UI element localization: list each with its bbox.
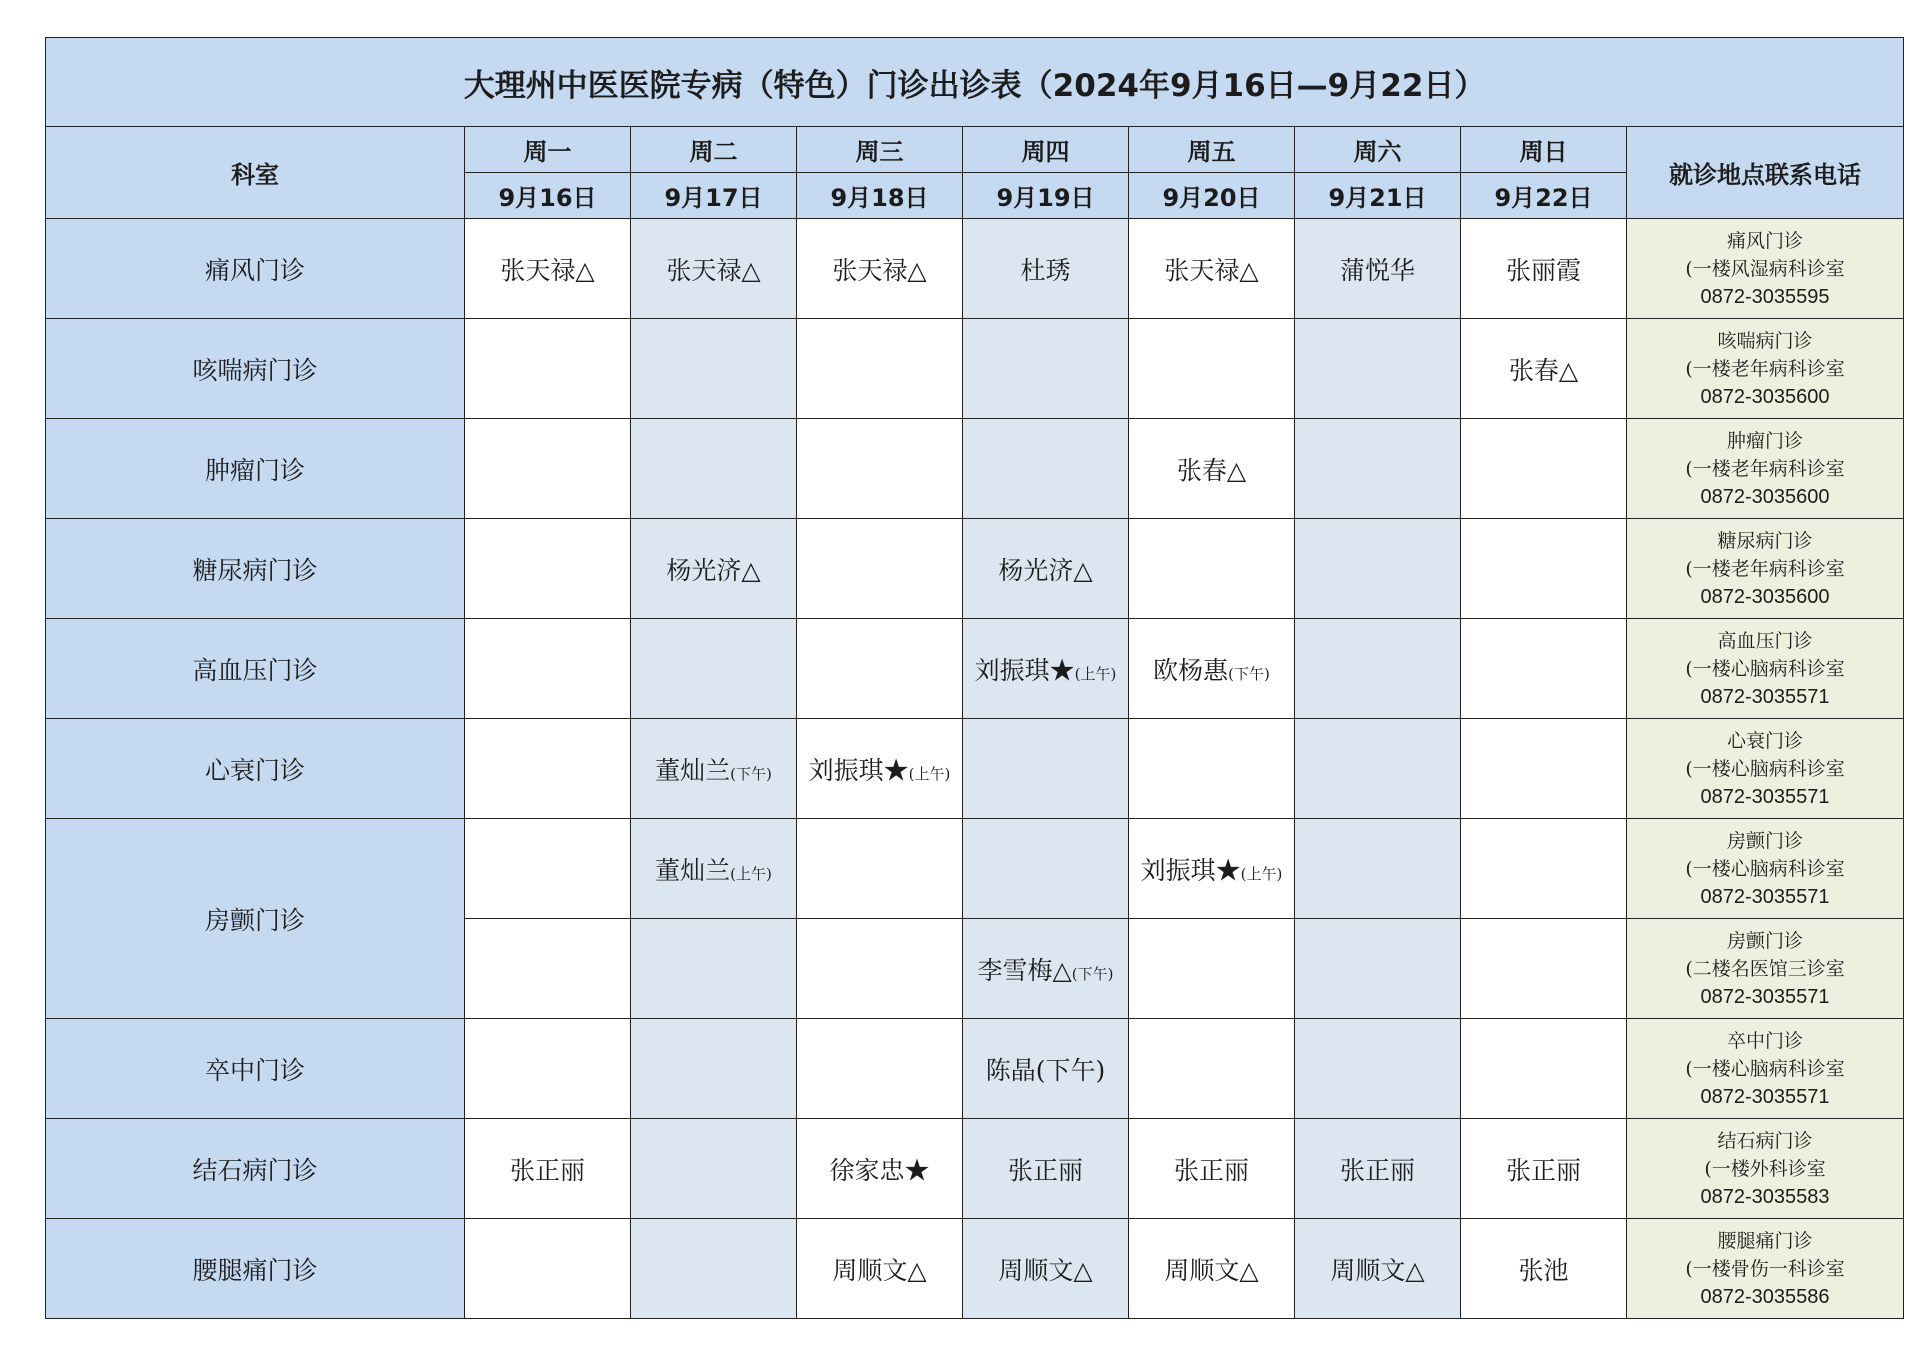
location-phone: 0872-3035571 — [1700, 985, 1830, 1008]
dept-cell: 结石病门诊 — [46, 1119, 465, 1219]
dept-cell: 糖尿病门诊 — [46, 519, 465, 619]
date-header-tue: 9月17日 — [631, 173, 797, 219]
doctor-name: 周顺文△ — [998, 1255, 1093, 1285]
schedule-cell — [631, 419, 797, 519]
table-row — [46, 519, 1904, 619]
session-note: (上午) — [908, 764, 951, 783]
schedule-cell — [1461, 519, 1627, 619]
schedule-cell — [1129, 419, 1295, 519]
table-row — [46, 719, 1904, 819]
schedule-cell — [963, 1219, 1129, 1319]
table-row — [46, 1219, 1904, 1319]
date-header-sat: 9月21日 — [1295, 173, 1461, 219]
schedule-cell — [1295, 219, 1461, 319]
location-phone: 0872-3035586 — [1700, 1285, 1830, 1308]
schedule-cell — [631, 1119, 797, 1219]
schedule-cell — [963, 319, 1129, 419]
location-clinic: 肿瘤门诊 — [1727, 429, 1804, 452]
schedule-cell — [1295, 519, 1461, 619]
doctor-name: 徐家忠★ — [829, 1155, 930, 1185]
table-row — [46, 219, 1904, 319]
schedule-cell — [465, 719, 631, 819]
schedule-cell — [1461, 1219, 1627, 1319]
schedule-cell — [631, 619, 797, 719]
schedule-cell — [465, 1219, 631, 1319]
schedule-cell — [631, 1219, 797, 1319]
location-room: (一楼老年病科诊室 — [1685, 357, 1845, 380]
schedule-cell — [1129, 819, 1295, 919]
location-phone: 0872-3035571 — [1700, 685, 1830, 708]
location-cell — [1627, 319, 1904, 419]
schedule-cell — [631, 519, 797, 619]
doctor-name: 周顺文△ — [832, 1255, 927, 1285]
schedule-cell — [1295, 1119, 1461, 1219]
dept-cell: 高血压门诊 — [46, 619, 465, 719]
location-room: (一楼风湿病科诊室 — [1685, 257, 1845, 280]
schedule-cell — [1461, 419, 1627, 519]
location-room: (一楼骨伤一科诊室 — [1685, 1257, 1845, 1280]
schedule-cell — [465, 319, 631, 419]
location-cell — [1627, 419, 1904, 519]
doctor-name: 张天禄△ — [1164, 255, 1259, 285]
day-header-sun: 周日 — [1461, 127, 1627, 173]
schedule-cell — [1461, 1119, 1627, 1219]
schedule-cell — [797, 819, 963, 919]
schedule-cell — [465, 919, 631, 1019]
schedule-table — [45, 37, 1904, 1319]
schedule-cell — [465, 1019, 631, 1119]
doctor-name: 刘振琪★ — [808, 755, 909, 785]
date-header-fri: 9月20日 — [1129, 173, 1295, 219]
schedule-cell — [963, 219, 1129, 319]
location-clinic: 房颤门诊 — [1727, 829, 1804, 852]
session-note: (下午) — [730, 764, 772, 783]
schedule-cell — [1461, 919, 1627, 1019]
schedule-cell — [963, 1119, 1129, 1219]
session-note: (下午) — [1228, 664, 1270, 683]
day-header-mon: 周一 — [465, 127, 631, 173]
schedule-cell — [797, 1219, 963, 1319]
schedule-cell — [963, 619, 1129, 719]
date-header-sun: 9月22日 — [1461, 173, 1627, 219]
schedule-cell — [1461, 619, 1627, 719]
location-clinic: 卒中门诊 — [1727, 1029, 1804, 1052]
schedule-cell — [1129, 219, 1295, 319]
location-clinic: 痛风门诊 — [1727, 229, 1804, 252]
schedule-cell — [1129, 1219, 1295, 1319]
dept-cell: 心衰门诊 — [46, 719, 465, 819]
schedule-cell — [963, 919, 1129, 1019]
schedule-cell — [1295, 1219, 1461, 1319]
schedule-cell — [1295, 419, 1461, 519]
dept-cell: 卒中门诊 — [46, 1019, 465, 1119]
dept-cell: 腰腿痛门诊 — [46, 1219, 465, 1319]
day-header-wed: 周三 — [797, 127, 963, 173]
doctor-name: 张天禄△ — [500, 255, 595, 285]
dept-cell: 房颤门诊 — [46, 819, 465, 1019]
doctor-name: 杨光济△ — [666, 555, 761, 585]
schedule-cell — [797, 719, 963, 819]
schedule-cell — [631, 219, 797, 319]
schedule-cell — [797, 519, 963, 619]
location-header: 就诊地点联系电话 — [1627, 127, 1904, 219]
date-header-thu: 9月19日 — [963, 173, 1129, 219]
location-cell — [1627, 1119, 1904, 1219]
doctor-name: 张正丽 — [509, 1155, 585, 1185]
table-title: 大理州中医医院专病（特色）门诊出诊表（2024年9月16日—9月22日） — [46, 38, 1904, 127]
location-clinic: 糖尿病门诊 — [1717, 529, 1813, 552]
schedule-cell — [1461, 319, 1627, 419]
schedule-cell — [631, 919, 797, 1019]
doctor-name: 杨光济△ — [998, 555, 1093, 585]
schedule-cell — [1129, 319, 1295, 419]
doctor-name: 张正丽 — [1339, 1155, 1415, 1185]
location-room: (一楼老年病科诊室 — [1685, 457, 1845, 480]
schedule-cell — [465, 219, 631, 319]
schedule-cell — [963, 419, 1129, 519]
schedule-cell — [631, 719, 797, 819]
location-clinic: 咳喘病门诊 — [1717, 329, 1813, 352]
dept-cell: 痛风门诊 — [46, 219, 465, 319]
schedule-cell — [1129, 519, 1295, 619]
doctor-name: 张天禄△ — [832, 255, 927, 285]
schedule-cell — [1129, 919, 1295, 1019]
location-phone: 0872-3035600 — [1700, 385, 1830, 408]
location-cell — [1627, 1019, 1904, 1119]
session-note: (上午) — [1240, 864, 1283, 883]
table-row — [46, 619, 1904, 719]
location-clinic: 结石病门诊 — [1717, 1129, 1813, 1152]
doctor-name: 张正丽 — [1505, 1155, 1581, 1185]
location-room: (一楼心脑病科诊室 — [1685, 1057, 1845, 1080]
doctor-name: 蒲悦华 — [1339, 255, 1415, 285]
location-cell — [1627, 519, 1904, 619]
location-cell — [1627, 219, 1904, 319]
doctor-name: 杜琇 — [1020, 255, 1071, 285]
schedule-cell — [1295, 719, 1461, 819]
doctor-name: 欧杨惠 — [1153, 655, 1229, 685]
schedule-cell — [465, 419, 631, 519]
location-cell — [1627, 719, 1904, 819]
location-room: (二楼名医馆三诊室 — [1685, 957, 1845, 980]
location-phone: 0872-3035600 — [1700, 585, 1830, 608]
schedule-cell — [465, 619, 631, 719]
location-cell — [1627, 919, 1904, 1019]
doctor-name: 张春△ — [1176, 455, 1247, 485]
schedule-cell — [797, 919, 963, 1019]
schedule-cell — [1129, 619, 1295, 719]
schedule-cell — [631, 1019, 797, 1119]
day-header-sat: 周六 — [1295, 127, 1461, 173]
doctor-name: 董灿兰 — [655, 855, 731, 885]
location-phone: 0872-3035571 — [1700, 1085, 1830, 1108]
schedule-cell — [1129, 1119, 1295, 1219]
location-phone: 0872-3035571 — [1700, 785, 1830, 808]
schedule-cell — [797, 219, 963, 319]
doctor-name: 董灿兰 — [655, 755, 731, 785]
date-header-wed: 9月18日 — [797, 173, 963, 219]
session-note: (上午) — [1074, 664, 1117, 683]
table-row — [46, 1019, 1904, 1119]
location-cell — [1627, 619, 1904, 719]
location-phone: 0872-3035600 — [1700, 485, 1830, 508]
schedule-cell — [1461, 819, 1627, 919]
location-clinic: 高血压门诊 — [1717, 629, 1813, 652]
schedule-cell — [631, 319, 797, 419]
day-header-fri: 周五 — [1129, 127, 1295, 173]
day-header-thu: 周四 — [963, 127, 1129, 173]
schedule-cell — [797, 1019, 963, 1119]
location-room: (一楼心脑病科诊室 — [1685, 657, 1845, 680]
schedule-cell — [797, 1119, 963, 1219]
doctor-name: 周顺文△ — [1164, 1255, 1259, 1285]
location-clinic: 心衰门诊 — [1727, 729, 1804, 752]
schedule-cell — [963, 719, 1129, 819]
table-row — [46, 819, 1904, 919]
dept-header: 科室 — [46, 127, 465, 219]
schedule-cell — [1295, 619, 1461, 719]
doctor-name: 张丽霞 — [1505, 255, 1581, 285]
location-room: (一楼老年病科诊室 — [1685, 557, 1845, 580]
schedule-cell — [1295, 819, 1461, 919]
schedule-cell — [963, 1019, 1129, 1119]
doctor-name: 张天禄△ — [666, 255, 761, 285]
schedule-cell — [797, 319, 963, 419]
schedule-cell — [963, 819, 1129, 919]
session-note: (下午) — [1071, 964, 1114, 983]
schedule-cell — [1129, 1019, 1295, 1119]
session-note: (上午) — [730, 864, 772, 883]
doctor-name: 刘振琪★ — [974, 655, 1075, 685]
dept-cell: 肿瘤门诊 — [46, 419, 465, 519]
doctor-name: 陈晶(下午) — [985, 1055, 1106, 1085]
location-phone: 0872-3035571 — [1700, 885, 1830, 908]
table-row — [46, 419, 1904, 519]
location-phone: 0872-3035595 — [1700, 285, 1830, 308]
doctor-name: 周顺文△ — [1330, 1255, 1425, 1285]
doctor-name: 张春△ — [1508, 355, 1579, 385]
schedule-cell — [1295, 319, 1461, 419]
dept-cell: 咳喘病门诊 — [46, 319, 465, 419]
schedule-cell — [1461, 1019, 1627, 1119]
doctor-name: 张池 — [1518, 1255, 1569, 1285]
schedule-cell — [1295, 1019, 1461, 1119]
table-row — [46, 319, 1904, 419]
location-phone: 0872-3035583 — [1700, 1185, 1830, 1208]
schedule-cell — [465, 1119, 631, 1219]
doctor-name: 张正丽 — [1173, 1155, 1249, 1185]
schedule-cell — [1295, 919, 1461, 1019]
location-room: (一楼外科诊室 — [1704, 1157, 1826, 1180]
location-clinic: 房颤门诊 — [1727, 929, 1804, 952]
schedule-cell — [797, 419, 963, 519]
location-room: (一楼心脑病科诊室 — [1685, 757, 1845, 780]
schedule-cell — [631, 819, 797, 919]
schedule-cell — [1461, 719, 1627, 819]
location-room: (一楼心脑病科诊室 — [1685, 857, 1845, 880]
location-clinic: 腰腿痛门诊 — [1717, 1229, 1813, 1252]
schedule-cell — [1129, 719, 1295, 819]
location-cell — [1627, 819, 1904, 919]
location-cell — [1627, 1219, 1904, 1319]
doctor-name: 张正丽 — [1007, 1155, 1083, 1185]
table-row — [46, 1119, 1904, 1219]
schedule-cell — [1461, 219, 1627, 319]
date-header-mon: 9月16日 — [465, 173, 631, 219]
schedule-cell — [963, 519, 1129, 619]
schedule-cell — [465, 819, 631, 919]
doctor-name: 刘振琪★ — [1140, 855, 1241, 885]
day-header-tue: 周二 — [631, 127, 797, 173]
doctor-name: 李雪梅△ — [977, 955, 1072, 985]
schedule-cell — [465, 519, 631, 619]
schedule-cell — [797, 619, 963, 719]
